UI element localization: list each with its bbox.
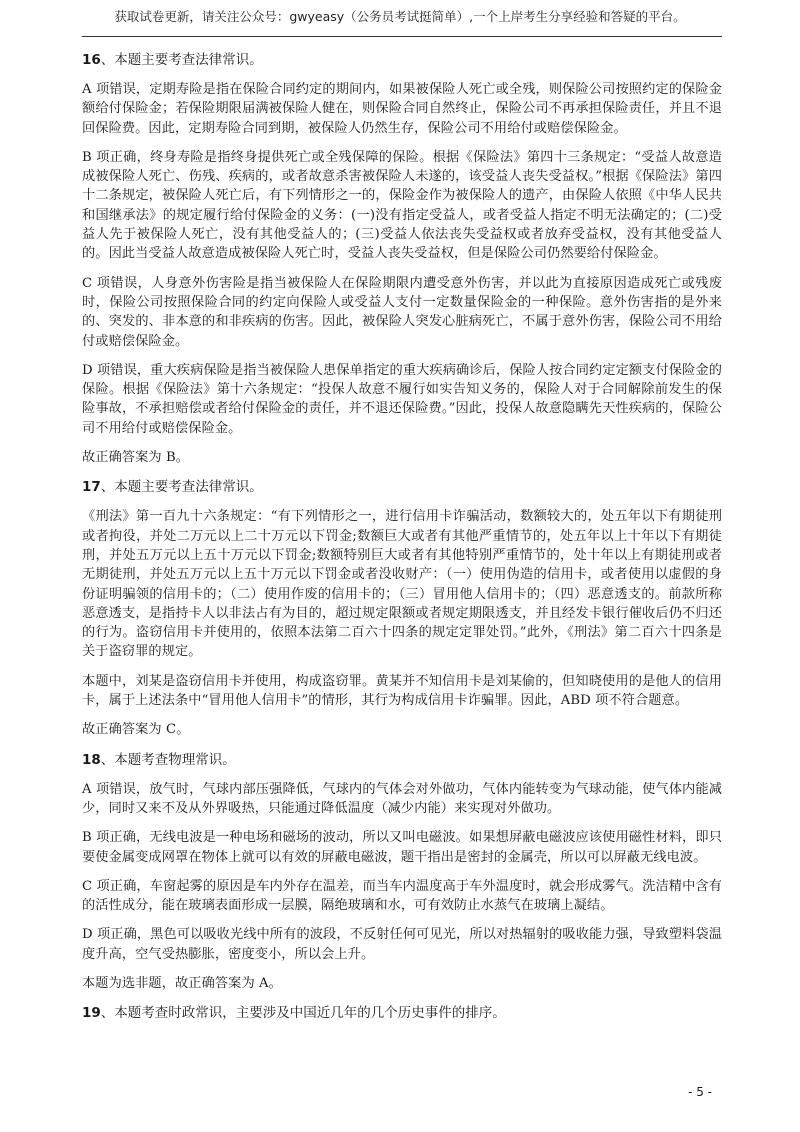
question-title: 、本题主要考查法律常识。 bbox=[100, 479, 263, 496]
paragraph: C 项错误，人身意外伤害险是指当被保险人在保险期限内遭受意外伤害，并以此为直接原因造成死亡或残废时，保险公司按照保险合同的约定向保险人或受益人支付一定数量保险金的一种保险。意外伤害指的是外来的、突发的、非本意的和非疾病的伤害。因此，被保险人突发心脏病死亡，不属于意外伤害，保险公司不用给付或赔偿保险金。 bbox=[82, 275, 722, 349]
page-header: 获取试卷更新，请关注公众号：gwyeasy（公务员考试挺简单）,一个上岸考生分享经验和答疑的平台。 bbox=[114, 9, 686, 24]
paragraph: B 项正确，终身寿险是指终身提供死亡或全残保障的保险。根据《保险法》第四十三条规定：“受益人故意造成被保险人死亡、伤残、疾病的，或者故意杀害被保险人未遂的，该受益人丧失受益权。”根据《保险法》第四十二条规定，被保险人死亡后，有下列情形之一的，保险金作为被保险人的遗产，由保险人依照《中华人民共和国继承法》的规定履行给付保险金的义务：(一)没有指定受益人，或者受益人指定不明无法确定的；(二)受益人先于被保险人死亡，没有其他受益人的；(三)受益人依法丧失受益权或者放弃受益权，没有其他受益人的。因此当受益人故意造成被保险人死亡时，受益人丧失受益权，但是保险公司仍然要给付保险金。 bbox=[82, 149, 722, 262]
answer-line: 故正确答案为 C。 bbox=[82, 722, 190, 738]
question-title: 、本题考查时政常识，主要涉及中国近几年的几个历史事件的排序。 bbox=[100, 1005, 506, 1022]
question-number: 19 bbox=[82, 1005, 101, 1022]
question-title: 、本题主要考查法律常识。 bbox=[100, 52, 263, 68]
answer-line: 故正确答案为 B。 bbox=[82, 450, 190, 466]
question-19-heading bbox=[82, 1003, 722, 1023]
paragraph: D 项错误，重大疾病保险是指当被保险人患保单指定的重大疾病确诊后，保险人按合同约定定额支付保险金的保险。根据《保险法》第十六条规定：“投保人故意不履行如实告知义务的，保险人对于合同解除前发生的保险事故，不承担赔偿或者给付保险金的责任，并不退还保险费。”因此，投保人故意隐瞒先天性疾病的，保险公司不用给付或赔偿保险金。 bbox=[82, 362, 722, 436]
question-18-heading bbox=[82, 750, 722, 770]
header-divider bbox=[82, 36, 722, 37]
page-number: - 5 - bbox=[688, 1085, 712, 1099]
paragraph: C 项正确，车窗起雾的原因是车内外存在温差，而当车内温度高于车外温度时，就会形成雾气。洗洁精中含有的活性成分，能在玻璃表面形成一层膜，隔绝玻璃和水，可有效防止水蒸气在玻璃上凝结。 bbox=[82, 878, 722, 914]
page-content bbox=[82, 50, 722, 1033]
paragraph: A 项错误，放气时，气球内部压强降低，气球内的气体会对外做功，气体内能转变为气球动能，使气体内能减少，同时又来不及从外界吸热，只能通过降低温度（减少内能）来实现对外做功。 bbox=[82, 781, 722, 816]
paragraph: 本题中，刘某是盗窃信用卡并使用，构成盗窃罪。黄某并不知信用卡是刘某偷的，但知晓使用的是他人的信用卡，属于上述法条中“冒用他人信用卡”的情形，其行为构成信用卡诈骗罪。因此，ABD 项不符合题意。 bbox=[82, 673, 722, 709]
paragraph: A 项错误，定期寿险是指在保险合同约定的期间内，如果被保险人死亡或全残，则保险公司按照约定的保险金额给付保险金；若保险期限届满被保险人健在，则保险合同自然终止，保险公司不再承担保险责任，并且不退回保险费。因此，定期寿险合同到期，被保险人仍然生存，保险公司不用给付或赔偿保险金。 bbox=[82, 82, 722, 136]
paragraph: B 项正确，无线电波是一种电场和磁场的波动，所以又叫电磁波。如果想屏蔽电磁波应该使用磁性材料，即只要使金属变成网罩在物体上就可以有效的屏蔽电磁波，题干指出是密封的金属壳，所以可以屏蔽无线电波。 bbox=[82, 830, 722, 865]
question-number: 17 bbox=[82, 479, 101, 496]
question-17-heading bbox=[82, 477, 722, 497]
question-number: 16 bbox=[82, 52, 101, 68]
question-number: 18 bbox=[82, 751, 101, 768]
answer-line: 本题为选非题，故正确答案为 A。 bbox=[82, 975, 282, 991]
question-16-heading bbox=[82, 50, 722, 70]
question-title: 、本题考查物理常识。 bbox=[100, 751, 236, 768]
paragraph: D 项正确，黑色可以吸收光线中所有的波段，不反射任何可见光，所以对热辐射的吸收能力强，导致塑料袋温度升高，空气受热膨胀，密度变小，所以会上升。 bbox=[82, 927, 722, 962]
paragraph: 《刑法》第一百九十六条规定：“有下列情形之一，进行信用卡诈骗活动，数额较大的，处五年以下有期徒刑或者拘役，并处二万元以上二十万元以下罚金;数额巨大或者有其他严重情节的，处五年以上十年以下有期徒刑，并处五万元以上五十万元以下罚金;数额特别巨大或者有其他特别严重情节的，处十年以上有期徒刑或者无期徒刑，并处五万元以上五十万元以下罚金或者没收财产：（一）使用伪造的信用卡，或者使用以虚假的身份证明骗领的信用卡的；（二）使用作废的信用卡的；（三）冒用他人信用卡的；（四）恶意透支的。前款所称恶意透支，是指持卡人以非法占有为目的，超过规定限额或者规定期限透支，并且经发卡银行催收后仍不归还的行为。盗窃信用卡并使用的，依照本法第二百六十四条的规定定罪处罚。”此外，《刑法》第二百六十四条是关于盗窃罪的规定。 bbox=[82, 509, 722, 660]
